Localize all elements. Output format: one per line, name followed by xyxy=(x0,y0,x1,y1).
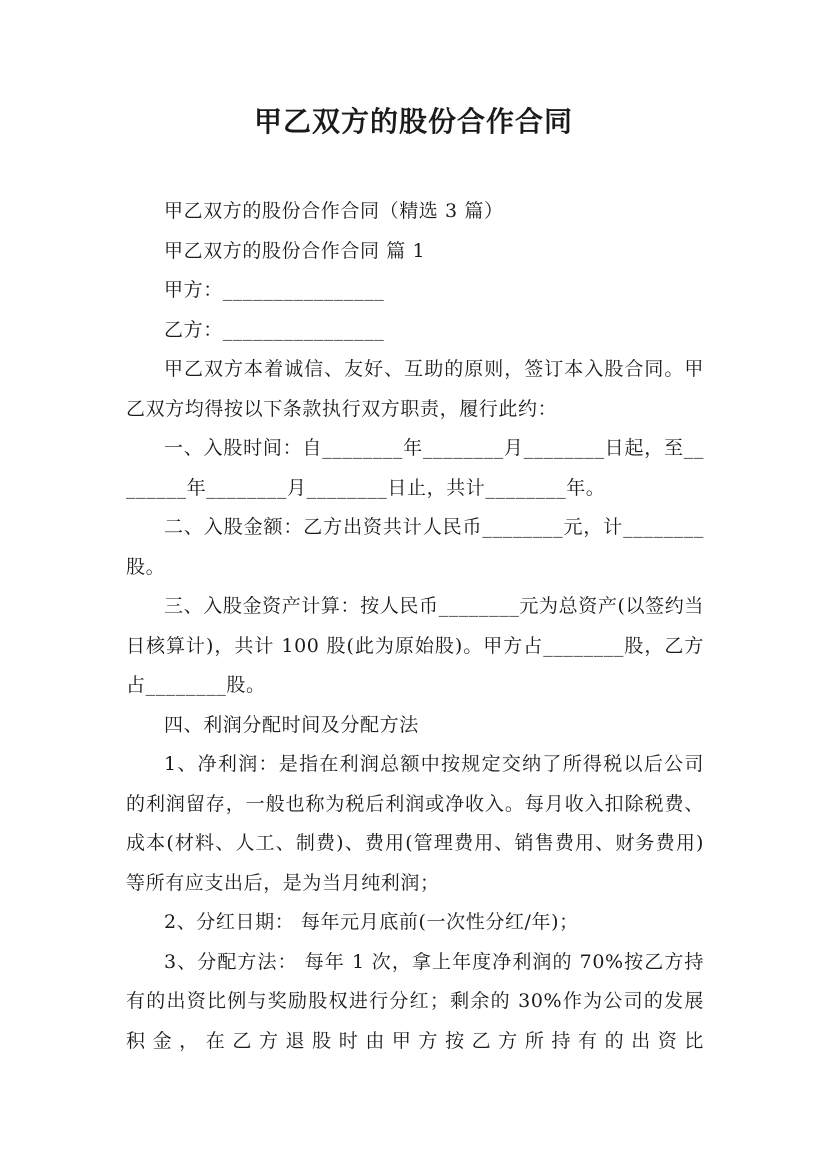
document-body xyxy=(126,192,704,1061)
paragraph-clause-4-2: 2、分红日期： 每年元月底前(一次性分红/年)； xyxy=(164,911,579,933)
paragraph-clause-1: 一、入股时间：自________年________月________日起，至________年________月________日止，共计________年。 xyxy=(126,437,704,499)
paragraph-clause-4-1: 1、净利润：是指在利润总额中按规定交纳了所得税以后公司的利润留存，一般也称为税后利润或净收入。每月收入扣除税费、成本(材料、人工、制费)、费用(管理费用、销售费用、财务费用)等所有应支出后，是为当月纯利润； xyxy=(126,753,704,894)
paragraph-clause-2: 二、入股金额：乙方出资共计人民币________元，计________股。 xyxy=(126,516,704,578)
paragraph-clause-4-3: 3、分配方法： 每年 1 次，拿上年度净利润的 70%按乙方持有的出资比例与奖励股权进行分红；剩余的 30%作为公司的发展积金，在乙方退股时由甲方按乙方所持有的出资比 xyxy=(126,950,704,1052)
document-title: 甲乙双方的股份合作合同 xyxy=(253,105,573,138)
paragraph-party-a: 甲方：________________ xyxy=(164,279,385,301)
paragraph-part-heading: 甲乙双方的股份合作合同 篇 1 xyxy=(164,239,426,262)
paragraph-subtitle: 甲乙双方的股份合作合同（精选 3 篇） xyxy=(164,200,504,222)
paragraph-preamble: 甲乙双方本着诚信、友好、互助的原则，签订本入股合同。甲乙双方均得按以下条款执行双方职责，履行此约： xyxy=(126,358,704,420)
paragraph-party-b: 乙方：________________ xyxy=(164,318,385,341)
paragraph-clause-4-heading: 四、利润分配时间及分配方法 xyxy=(164,713,419,736)
paragraph-clause-3: 三、入股金资产计算：按人民币________元为总资产(以签约当日核算计)，共计 100 股(此为原始股)。甲方占________股，乙方占________股。 xyxy=(126,595,704,696)
